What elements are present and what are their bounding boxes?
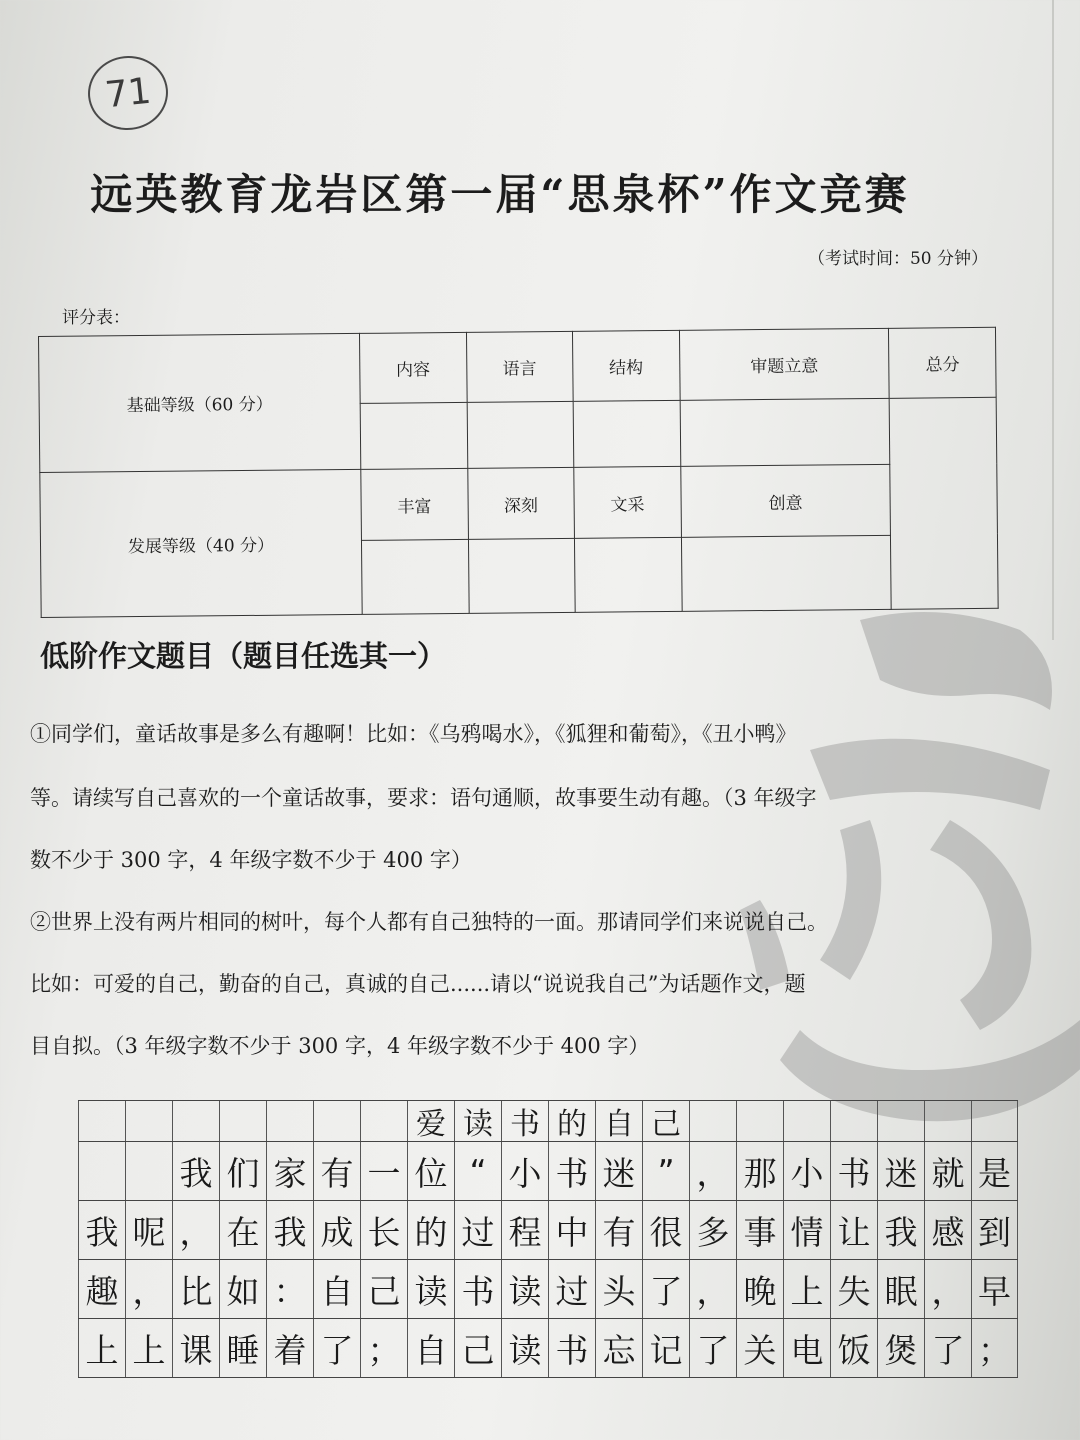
grid-cell: 长	[360, 1201, 407, 1259]
grid-cell: ；	[971, 1319, 1018, 1377]
grid-cell	[125, 1101, 172, 1141]
grid-cell: 那	[736, 1142, 783, 1200]
score-cell[interactable]	[680, 399, 891, 467]
section-title: 低阶作文题目（题目任选其一）	[40, 639, 447, 673]
grid-cell	[313, 1101, 360, 1141]
grid-cell: 晚	[736, 1260, 783, 1318]
prompt-1-line: ①同学们，童话故事是多么有趣啊！比如：《乌鸦喝水》，《狐狸和葡萄》，《丑小鸭》	[30, 722, 797, 746]
prompt-2-line: 比如：可爱的自己，勤奋的自己，真诚的自己......请以“说说我自己”为话题作文，题	[30, 972, 806, 996]
grid-cell: 小	[501, 1142, 548, 1200]
grid-cell: 书	[830, 1142, 877, 1200]
prompt-2-line: 目自拟。（3 年级字数不少于 300 字，4 年级字数不少于 400 字）	[30, 1034, 650, 1058]
grid-cell: 读	[501, 1319, 548, 1377]
exam-time: （考试时间：50 分钟）	[807, 249, 988, 269]
grid-cell: 过	[548, 1260, 595, 1318]
grid-cell	[78, 1142, 125, 1200]
grid-cell: 课	[172, 1319, 219, 1377]
grid-cell: 早	[971, 1260, 1018, 1318]
grid-cell: 过	[454, 1201, 501, 1259]
grid-cell: 迷	[595, 1142, 642, 1200]
grid-cell: 就	[924, 1142, 971, 1200]
grid-cell: 是	[971, 1142, 1018, 1200]
total-score-cell[interactable]	[890, 398, 999, 610]
development-level-label: 发展等级（40 分）	[40, 470, 362, 618]
grid-cell: 有	[595, 1201, 642, 1259]
grid-cell: 上	[78, 1319, 125, 1377]
essay-line-row	[78, 1259, 1018, 1318]
grid-cell	[689, 1101, 736, 1141]
score-col-style: 文采	[574, 467, 681, 538]
prompt-1-line: 等。请续写自己喜欢的一个童话故事，要求：语句通顺，故事要生动有趣。（3 年级字	[30, 786, 817, 810]
score-col-content: 内容	[359, 332, 466, 403]
grid-cell	[360, 1101, 407, 1141]
grid-cell: ；	[360, 1319, 407, 1377]
grid-cell: 着	[266, 1319, 313, 1377]
score-col-creativity: 创意	[680, 465, 891, 537]
score-col-structure: 结构	[572, 330, 679, 401]
grid-cell: 事	[736, 1201, 783, 1259]
grid-cell: ，	[125, 1260, 172, 1318]
score-cell[interactable]	[468, 538, 575, 613]
grid-cell: 饭	[830, 1319, 877, 1377]
score-col-rich: 丰富	[361, 469, 468, 540]
essay-title-row	[78, 1100, 1018, 1141]
basic-level-label: 基础等级（60 分）	[39, 333, 361, 473]
grid-cell: 程	[501, 1201, 548, 1259]
essay-line-row	[78, 1200, 1018, 1259]
grid-cell: 迷	[877, 1142, 924, 1200]
score-col-deep: 深刻	[467, 468, 574, 539]
grid-cell: 了	[313, 1319, 360, 1377]
grid-cell: 记	[642, 1319, 689, 1377]
circled-number: 71	[84, 52, 171, 134]
grid-cell	[266, 1101, 313, 1141]
grid-cell: 成	[313, 1201, 360, 1259]
grid-cell: 多	[689, 1201, 736, 1259]
grid-cell: 读	[454, 1101, 501, 1141]
grid-cell: 有	[313, 1142, 360, 1200]
prompt-1-line: 数不少于 300 字，4 年级字数不少于 400 字）	[30, 848, 472, 872]
grid-cell: 的	[407, 1201, 454, 1259]
grid-cell: 读	[407, 1260, 454, 1318]
grid-cell	[830, 1101, 877, 1141]
grid-cell: 家	[266, 1142, 313, 1200]
score-cell[interactable]	[361, 539, 468, 614]
grid-cell: 了	[689, 1319, 736, 1377]
score-cell[interactable]	[360, 403, 467, 470]
grid-cell: 己	[454, 1319, 501, 1377]
grid-cell: 比	[172, 1260, 219, 1318]
grid-cell: 关	[736, 1319, 783, 1377]
score-col-total: 总分	[889, 327, 996, 398]
score-cell[interactable]	[467, 402, 574, 469]
grid-cell: 头	[595, 1260, 642, 1318]
grid-cell	[125, 1142, 172, 1200]
grid-cell: 趣	[78, 1260, 125, 1318]
page-title: 远英教育龙岩区第一届“思泉杯”作文竞赛	[90, 170, 910, 219]
grid-cell: 眠	[877, 1260, 924, 1318]
grid-cell: 我	[172, 1142, 219, 1200]
grid-cell: 己	[360, 1260, 407, 1318]
grid-cell: 情	[783, 1201, 830, 1259]
score-cell[interactable]	[681, 535, 892, 611]
grid-cell: 呢	[125, 1201, 172, 1259]
score-table	[38, 327, 999, 618]
grid-cell: 位	[407, 1142, 454, 1200]
score-table-caption: 评分表：	[62, 308, 130, 328]
grid-cell: 自	[313, 1260, 360, 1318]
grid-cell	[219, 1101, 266, 1141]
grid-cell	[783, 1101, 830, 1141]
grid-cell: 自	[595, 1101, 642, 1141]
grid-cell: 己	[642, 1101, 689, 1141]
grid-cell: 上	[125, 1319, 172, 1377]
calligraphy-watermark-icon	[720, 600, 1080, 1160]
paper-edge	[1052, 0, 1054, 640]
grid-cell: 到	[971, 1201, 1018, 1259]
grid-cell: 中	[548, 1201, 595, 1259]
grid-cell	[736, 1101, 783, 1141]
grid-cell: 如	[219, 1260, 266, 1318]
grid-cell: 我	[78, 1201, 125, 1259]
grid-cell	[172, 1101, 219, 1141]
grid-cell: 书	[454, 1260, 501, 1318]
grid-cell: 失	[830, 1260, 877, 1318]
grid-cell	[924, 1101, 971, 1141]
grid-cell: 们	[219, 1142, 266, 1200]
score-col-language: 语言	[466, 331, 573, 402]
grid-cell: “	[454, 1142, 501, 1200]
grid-cell: 在	[219, 1201, 266, 1259]
grid-cell: 上	[783, 1260, 830, 1318]
grid-cell: 煲	[877, 1319, 924, 1377]
grid-cell	[877, 1101, 924, 1141]
score-col-theme: 审题立意	[679, 328, 890, 400]
grid-cell: 书	[501, 1101, 548, 1141]
grid-cell: ，	[689, 1260, 736, 1318]
grid-cell: 忘	[595, 1319, 642, 1377]
grid-cell: 了	[642, 1260, 689, 1318]
grid-cell: ，	[689, 1142, 736, 1200]
grid-cell: 爱	[407, 1101, 454, 1141]
grid-cell	[971, 1101, 1018, 1141]
grid-cell: 感	[924, 1201, 971, 1259]
grid-cell: 一	[360, 1142, 407, 1200]
grid-cell	[78, 1101, 125, 1141]
score-cell[interactable]	[573, 401, 680, 468]
essay-grid	[78, 1100, 1018, 1378]
grid-cell: 书	[548, 1142, 595, 1200]
grid-cell: 很	[642, 1201, 689, 1259]
grid-cell: 的	[548, 1101, 595, 1141]
grid-cell: 了	[924, 1319, 971, 1377]
grid-cell: 我	[266, 1201, 313, 1259]
essay-line-row	[78, 1141, 1018, 1200]
grid-cell: 读	[501, 1260, 548, 1318]
score-cell[interactable]	[574, 537, 681, 612]
grid-cell: 电	[783, 1319, 830, 1377]
grid-cell: ，	[172, 1201, 219, 1259]
grid-cell: 睡	[219, 1319, 266, 1377]
grid-cell: 我	[877, 1201, 924, 1259]
grid-cell: ，	[924, 1260, 971, 1318]
essay-line-row	[78, 1318, 1018, 1378]
grid-cell: 小	[783, 1142, 830, 1200]
grid-cell: 让	[830, 1201, 877, 1259]
prompt-2-line: ②世界上没有两片相同的树叶，每个人都有自己独特的一面。那请同学们来说说自己。	[30, 910, 828, 934]
grid-cell: ：	[266, 1260, 313, 1318]
grid-cell: 书	[548, 1319, 595, 1377]
grid-cell: 自	[407, 1319, 454, 1377]
grid-cell: ”	[642, 1142, 689, 1200]
